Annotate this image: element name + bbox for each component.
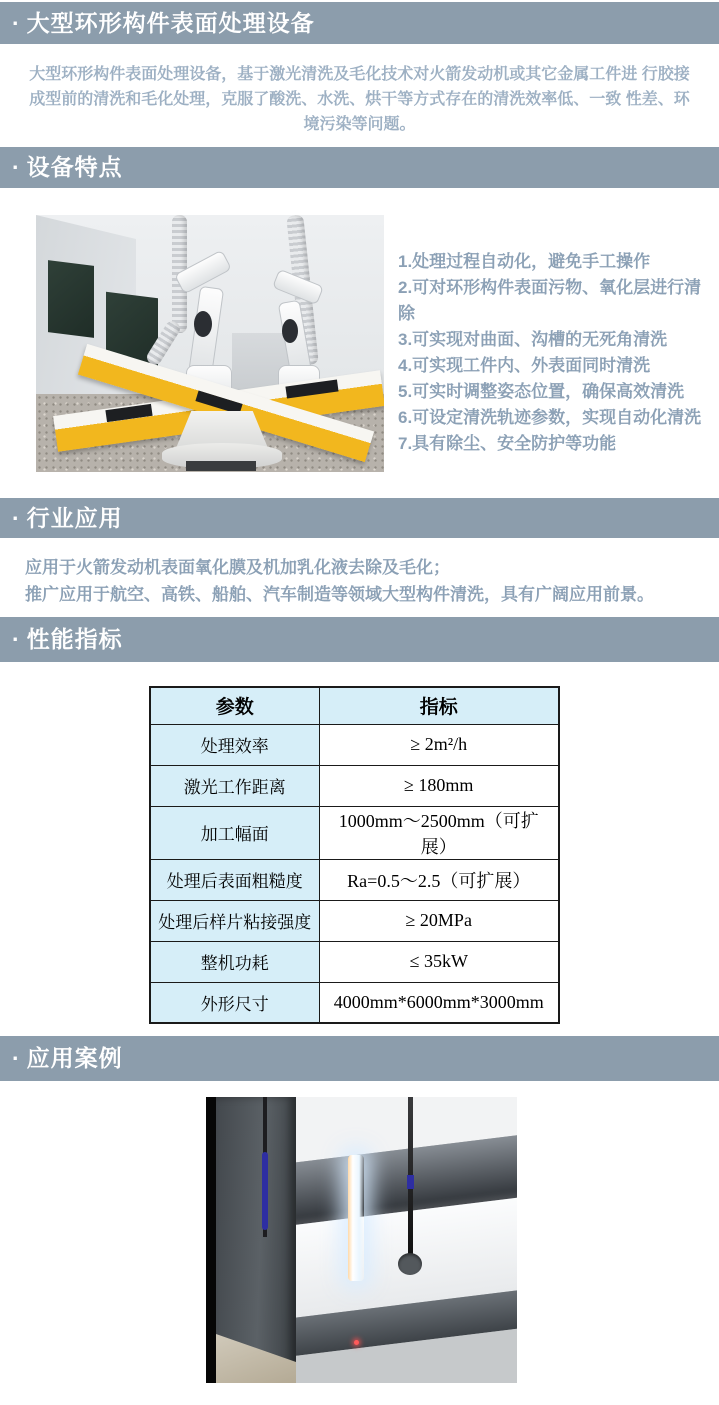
feature-item: 1.处理过程自动化，避免手工操作 [398,252,651,271]
spec-param-cell: 处理后表面粗糙度 [150,859,319,900]
specs-header-row [150,687,559,724]
intro-paragraph [20,62,699,137]
bullet-icon: · [12,1045,21,1071]
spec-param-cell: 外形尺寸 [150,982,319,1023]
robot-joint-left [194,311,212,337]
feature-item: 4.可实现工件内、外表面同时清洗 [398,356,651,375]
laser-pointer-dot [354,1340,359,1345]
section-title-cases: 应用案例 [26,1045,123,1071]
specs-table-head [150,687,559,724]
specs-row [150,982,559,1023]
hanging-rod-right-blue [407,1175,414,1189]
intro-line: 大型环形构件表面处理设备，基于激光清洗及毛化技术对火箭发动机或其它金属工件进 行胶接 [29,66,690,83]
spec-param-cell: 激光工作距离 [150,765,319,806]
turntable-foot [186,461,256,471]
spec-param-cell: 加工幅面 [150,806,319,859]
section-title-intro: 大型环形构件表面处理设备 [26,9,315,36]
section-header-specs [0,617,719,662]
spec-value-cell: 1000mm～2500mm（可扩展） [319,806,559,859]
surface-hole [398,1253,422,1275]
intro-line: 境污染等问题。 [303,116,416,133]
spec-param-cell: 处理后样片粘接强度 [150,900,319,941]
spec-value-cell: ≥ 2m²/h [319,724,559,765]
specs-row [150,806,559,859]
section-header-applications [0,498,719,538]
specs-table-body [150,724,559,1023]
photo-left-edge [206,1097,216,1383]
specs-row [150,900,559,941]
feature-item: 6.可设定清洗轨迹参数，实现自动化清洗 [398,408,702,427]
features-list [398,249,718,457]
feature-item: 3.可实现对曲面、沟槽的无死角清洗 [398,330,668,349]
spec-value-cell: 4000mm*6000mm*3000mm [319,982,559,1023]
bullet-icon: · [12,626,21,652]
section-header-features [0,147,719,188]
specs-row [150,859,559,900]
section-title-features: 设备特点 [26,154,123,180]
spec-param-cell: 整机功耗 [150,941,319,982]
applications-line: 应用于火箭发动机表面氧化膜及机加乳化液去除及毛化； [25,558,450,577]
hanging-rod-left-blue [262,1152,268,1230]
spec-value-cell: ≥ 180mm [319,765,559,806]
spec-value-cell: ≥ 20MPa [319,900,559,941]
laser-glow [348,1155,364,1281]
specs-col-param: 参数 [150,687,319,724]
applications-paragraph [25,554,704,608]
cleanroom-window [48,260,94,338]
section-header-cases [0,1036,719,1081]
robot-joint-right [282,319,298,343]
equipment-photo [36,215,384,472]
spec-value-cell: ≤ 35kW [319,941,559,982]
bullet-icon: · [12,504,21,531]
spec-value-cell: Ra=0.5～2.5（可扩展） [319,859,559,900]
specs-table [149,686,560,1024]
specs-col-value: 指标 [319,687,559,724]
feature-item: 2.可对环形构件表面污物、氧化层进行清除 [398,278,702,323]
specs-row [150,724,559,765]
feature-item: 5.可实时调整姿态位置，确保高效清洗 [398,382,685,401]
specs-row [150,765,559,806]
bullet-icon: · [12,9,21,36]
application-case-photo [206,1097,517,1383]
section-title-specs: 性能指标 [26,626,123,652]
section-title-applications: 行业应用 [26,504,123,531]
intro-line: 成型前的清洗和毛化处理，克服了酸洗、水洗、烘干等方式存在的清洗效率低、一致 性差、环 [29,91,690,108]
feature-item: 7.具有除尘、安全防护等功能 [398,434,617,453]
bullet-icon: · [12,154,21,180]
specs-row [150,941,559,982]
applications-line: 推广应用于航空、高铁、船舶、汽车制造等领域大型构件清洗，具有广阔应用前景。 [25,585,654,604]
spec-param-cell: 处理效率 [150,724,319,765]
section-header-intro [0,2,719,44]
